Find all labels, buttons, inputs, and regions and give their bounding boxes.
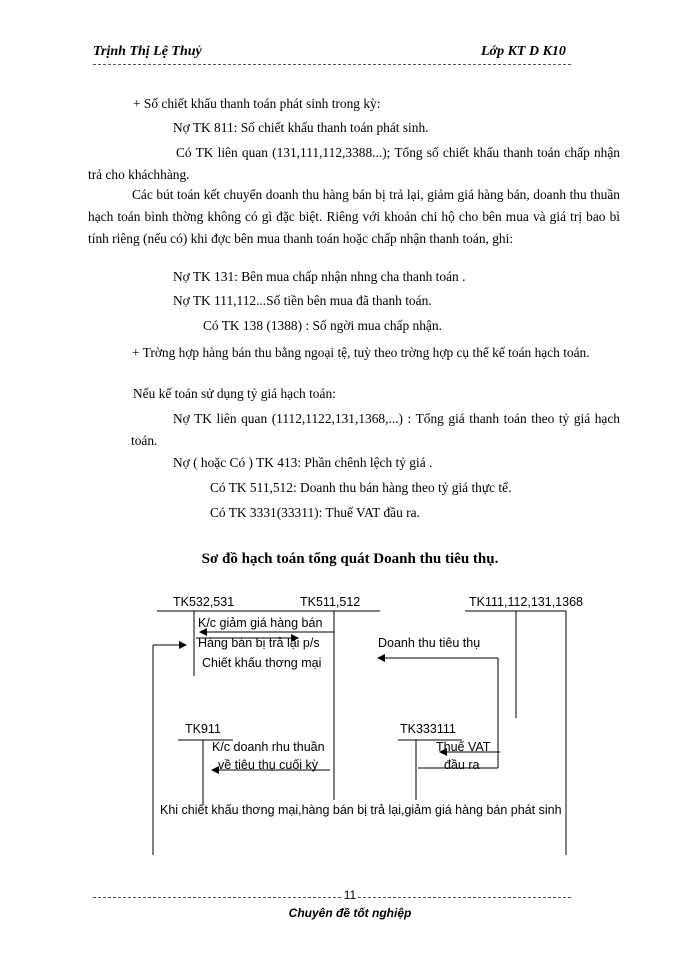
- label-kc-giam-gia: K/c giảm giá hàng bán: [198, 616, 323, 630]
- para-11: Nợ ( hoặc Có ) TK 413: Phần chênh lệch tỷ giá .: [173, 455, 433, 470]
- para-8: + Trờng hợp hàng bán thu bằng ngoại tệ, tuỳ theo trờng hợp cụ thể kế toán hạch toán.: [132, 345, 590, 360]
- label-tk-111: TK111,112,131,1368: [469, 595, 583, 609]
- page-number-text: 11: [343, 888, 357, 902]
- label-doanh-thu: Doanh thu tiêu thụ: [378, 636, 481, 650]
- label-tk-511: TK511,512: [300, 595, 361, 609]
- header-author: Trịnh Thị Lệ Thuỷ: [93, 44, 202, 59]
- label-kc-doanh-thu-1: K/c doanh rhu thuần: [212, 740, 325, 754]
- diagram-title: Sơ đồ hạch toán tổng quát Doanh thu tiêu thụ.: [201, 551, 499, 567]
- para-1: + Số chiết khấu thanh toán phát sinh trong kỳ:: [133, 96, 381, 111]
- header-class: Lớp KT D K10: [481, 44, 566, 59]
- para-10: Nợ TK liên quan (1112,1122,131,1368,...) : Tổng giá thanh toán theo tỷ giá hạch toán.: [131, 411, 620, 448]
- label-tk-3331: TK333111: [400, 722, 456, 736]
- label-bottom-note: Khi chiết khấu thơng mại,hàng bán bị trả lại,giảm giá hàng bán phát sinh: [160, 803, 562, 817]
- label-thue-vat-2: đầu ra: [444, 758, 480, 772]
- para-4: Các bút toán kết chuyển doanh thu hàng bán bị trả lại, giảm giá hàng bán, doanh thu thuần hạch toán bình thờng không có gì đặc biệt. Riêng với khoản chi hộ cho bên mua và giá trị bao bì tính riêng (nếu có) khi đợc bên mua thanh toán hoặc chấp nhận thanh toán, ghi:: [88, 187, 620, 246]
- para-12: Có TK 511,512: Doanh thu bán hàng theo tỷ giá thực tế.: [210, 480, 512, 495]
- para-3: Có TK liên quan (131,111,112,3388...); Tổng số chiết khấu thanh toán chấp nhận trả cho kháchhàng.: [88, 145, 620, 182]
- para-9: Nếu kế toán sử dụng tỷ giá hạch toán:: [133, 386, 336, 401]
- label-thue-vat-1: Thuế VAT: [436, 740, 491, 754]
- label-tk-911: TK911: [185, 722, 221, 736]
- para-13: Có TK 3331(33311): Thuế VAT đầu ra.: [210, 505, 420, 520]
- page-number: [0, 888, 700, 902]
- label-hang-ban-tra-lai: Hàng bán bị trả lại p/s: [198, 636, 320, 650]
- para-2: Nợ TK 811: Số chiết khấu thanh toán phát sinh.: [173, 120, 429, 135]
- label-kc-doanh-thu-2: về tiêu thụ cuối kỳ: [218, 758, 319, 772]
- footer-subtitle: Chuyên đề tốt nghiệp: [288, 906, 412, 920]
- label-chiet-khau: Chiết khấu thơng mại: [202, 656, 322, 670]
- label-tk-532: TK532,531: [173, 595, 235, 609]
- para-5: Nợ TK 131: Bên mua chấp nhận nhng cha thanh toán .: [173, 269, 466, 284]
- para-6: Nợ TK 111,112...Số tiền bên mua đã thanh toán.: [173, 293, 432, 308]
- para-7: Có TK 138 (1388) : Số ngời mua chấp nhận.: [203, 318, 442, 333]
